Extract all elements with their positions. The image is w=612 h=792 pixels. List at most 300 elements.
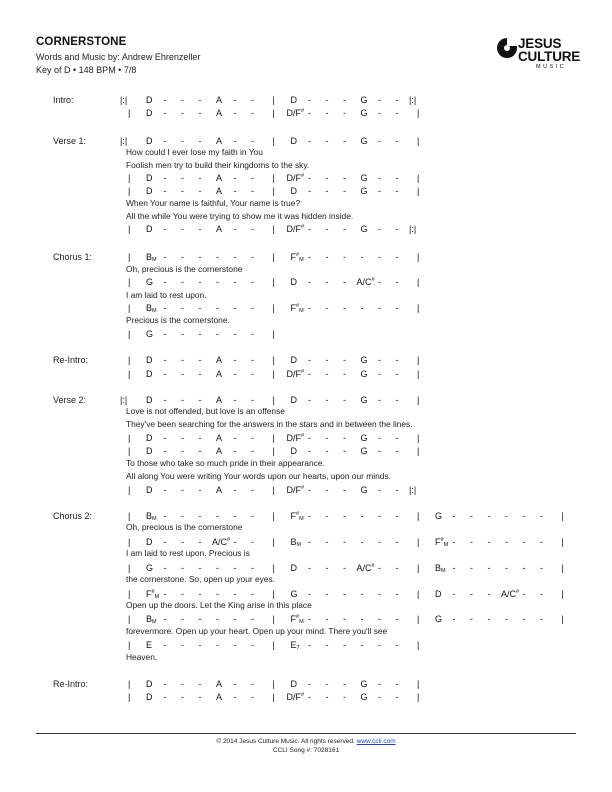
chord-row: [0, 395, 612, 407]
beat-dash: -: [343, 537, 346, 547]
chord-symbol: $B_M$: [146, 511, 157, 522]
beat-dash: -: [308, 95, 311, 105]
lyric-line: All the while You were trying to show me it was hidden inside.: [126, 211, 354, 221]
chord-symbol: D: [146, 369, 153, 379]
chord-symbol: A: [216, 446, 223, 456]
chord-symbol: A: [216, 369, 223, 379]
beat-dash: -: [487, 563, 491, 573]
beat-dash: -: [395, 485, 399, 495]
beat-dash: -: [395, 692, 399, 702]
beat-dash: -: [181, 395, 184, 405]
chord-symbol: A: [216, 224, 223, 234]
footer-ccli-number: CCLI Song #: 7028161: [272, 747, 340, 754]
chord-symbol: A: [216, 173, 223, 183]
beat-dash: -: [325, 136, 329, 146]
beat-dash: -: [395, 446, 399, 456]
chord-symbol: G: [360, 108, 368, 118]
bar-line: |: [128, 277, 131, 287]
beat-dash: -: [163, 369, 167, 379]
beat-dash: -: [325, 277, 329, 287]
beat-dash: -: [251, 277, 254, 287]
beat-dash: -: [233, 355, 237, 365]
beat-dash: -: [395, 355, 399, 365]
chord-symbol: D/F#: [286, 108, 305, 118]
beat-dash: -: [325, 108, 329, 118]
chord-symbol: D: [290, 395, 297, 405]
copyright-text: © 2014 Jesus Culture Music. All rights reserved.: [216, 738, 355, 745]
bar-line: |: [128, 485, 131, 495]
chord-symbol: E₇: [290, 640, 300, 650]
chord-symbol: D: [146, 108, 153, 118]
beat-dash: -: [325, 640, 329, 650]
chord-symbol: G: [360, 395, 368, 405]
beat-dash: -: [216, 303, 219, 313]
chord-symbol: D/F#: [286, 433, 305, 443]
beat-dash: -: [181, 433, 184, 443]
beat-dash: -: [522, 563, 526, 573]
chord-symbol: $B_M$: [146, 252, 157, 263]
chord-symbol: D: [290, 95, 297, 105]
bar-line: |: [272, 640, 275, 650]
beat-dash: -: [163, 433, 167, 443]
beat-dash: -: [198, 224, 202, 234]
beat-dash: -: [198, 369, 202, 379]
beat-dash: -: [378, 446, 381, 456]
beat-dash: -: [395, 679, 399, 689]
bar-line: |: [272, 511, 275, 521]
chord-symbol: E: [146, 640, 153, 650]
chord-symbol: D: [290, 679, 297, 689]
song-key-info: Key of D • 148 BPM • 7/8: [36, 65, 137, 75]
beat-dash: -: [378, 537, 381, 547]
jesus-culture-logo: [496, 34, 588, 74]
beat-dash: -: [181, 589, 184, 599]
beat-dash: -: [251, 679, 254, 689]
beat-dash: -: [378, 173, 381, 183]
chord-symbol: G: [360, 95, 368, 105]
chord-symbol: $B_M$: [146, 614, 157, 625]
beat-dash: -: [198, 186, 202, 196]
lyric-line: I am laid to rest upon.: [126, 290, 207, 300]
chord-symbol: A/C#: [356, 277, 375, 287]
bar-line: |: [272, 614, 275, 624]
beat-dash: -: [343, 433, 346, 443]
beat-dash: -: [325, 252, 329, 262]
beat-dash: -: [343, 136, 346, 146]
beat-dash: -: [452, 589, 456, 599]
beat-dash: -: [216, 277, 219, 287]
beat-dash: -: [395, 395, 399, 405]
beat-dash: -: [343, 173, 346, 183]
beat-dash: -: [181, 108, 184, 118]
beat-dash: -: [308, 692, 311, 702]
bar-line: |: [272, 355, 275, 365]
beat-dash: -: [163, 679, 167, 689]
beat-dash: -: [198, 355, 202, 365]
bar-line: |: [128, 692, 131, 702]
chord-symbol: D: [290, 446, 297, 456]
beat-dash: -: [233, 692, 237, 702]
bar-line: |: [128, 355, 131, 365]
lyric-line: When Your name is faithful, Your name is true?: [126, 198, 301, 208]
bar-line: |: [128, 369, 131, 379]
beat-dash: -: [251, 563, 254, 573]
beat-dash: -: [343, 563, 346, 573]
chord-symbol: D: [146, 395, 153, 405]
chord-row: [0, 614, 612, 626]
beat-dash: -: [343, 511, 346, 521]
beat-dash: -: [251, 692, 254, 702]
beat-dash: -: [198, 433, 202, 443]
chord-row: [0, 511, 612, 523]
beat-dash: -: [181, 224, 184, 234]
beat-dash: -: [378, 277, 381, 287]
beat-dash: -: [378, 614, 381, 624]
beat-dash: -: [233, 303, 237, 313]
beat-dash: -: [308, 485, 311, 495]
bar-line: |: [272, 173, 275, 183]
section-label-re-intro-2: Re-Intro:: [53, 679, 89, 689]
chord-row: [0, 355, 612, 367]
beat-dash: -: [163, 446, 167, 456]
beat-dash: -: [216, 640, 219, 650]
bar-line: |: [417, 640, 420, 650]
beat-dash: -: [251, 369, 254, 379]
beat-dash: -: [198, 303, 202, 313]
lyric-line: How could I ever lose my faith in You: [126, 147, 263, 157]
bar-line: |: [272, 329, 275, 339]
beat-dash: -: [360, 252, 364, 262]
beat-dash: -: [198, 446, 202, 456]
chord-symbol: G: [360, 173, 368, 183]
beat-dash: -: [395, 173, 399, 183]
chord-symbol: D: [290, 186, 297, 196]
chord-row: [0, 95, 612, 107]
lyric-line: Oh, precious is the cornerstone: [126, 264, 243, 274]
section-label-intro: Intro:: [53, 95, 74, 105]
bar-line: |: [128, 329, 131, 339]
bar-line: |: [417, 355, 420, 365]
beat-dash: -: [251, 485, 254, 495]
bar-line: |: [272, 303, 275, 313]
beat-dash: -: [325, 95, 329, 105]
chord-symbol: A: [216, 136, 223, 146]
bar-line: |: [128, 303, 131, 313]
chord-row: [0, 108, 612, 120]
beat-dash: -: [251, 395, 254, 405]
beat-dash: -: [251, 433, 254, 443]
beat-dash: -: [198, 589, 202, 599]
bar-line: |: [417, 277, 420, 287]
beat-dash: -: [251, 252, 254, 262]
bar-line: |: [272, 446, 275, 456]
bar-line: |: [417, 136, 420, 146]
beat-dash: -: [487, 589, 491, 599]
beat-dash: -: [378, 395, 381, 405]
beat-dash: -: [325, 433, 329, 443]
beat-dash: -: [378, 224, 381, 234]
bar-line: |: [128, 108, 131, 118]
bar-line: |: [417, 511, 420, 521]
bar-line: |: [128, 173, 131, 183]
beat-dash: -: [251, 173, 254, 183]
beat-dash: -: [198, 485, 202, 495]
beat-dash: -: [540, 589, 543, 599]
bar-line: |: [272, 277, 275, 287]
bar-line: |: [417, 108, 420, 118]
beat-dash: -: [233, 108, 237, 118]
beat-dash: -: [452, 614, 456, 624]
bar-line: |: [561, 511, 564, 521]
chord-symbol: G: [146, 329, 154, 339]
chord-row: [0, 433, 612, 445]
chord-symbol: A/C#: [356, 563, 375, 573]
beat-dash: -: [308, 224, 311, 234]
chord-symbol: G: [360, 692, 368, 702]
bar-line: |: [417, 692, 420, 702]
bar-line: |: [272, 224, 275, 234]
beat-dash: -: [181, 614, 184, 624]
beat-dash: -: [540, 511, 543, 521]
chord-symbol: D/F#: [286, 369, 305, 379]
chord-row: [0, 563, 612, 575]
beat-dash: -: [360, 614, 364, 624]
chord-row: [0, 224, 612, 236]
beat-dash: -: [360, 589, 364, 599]
beat-dash: -: [198, 692, 202, 702]
beat-dash: -: [198, 679, 202, 689]
beat-dash: -: [233, 395, 237, 405]
beat-dash: -: [378, 136, 381, 146]
chord-symbol: A: [216, 186, 223, 196]
bar-line: |:|: [409, 485, 417, 495]
beat-dash: -: [395, 511, 399, 521]
bar-line: |: [417, 173, 420, 183]
chord-symbol: $B_M$: [290, 537, 302, 548]
beat-dash: -: [378, 433, 381, 443]
lyric-line: Precious is the cornerstone.: [126, 315, 230, 325]
beat-dash: -: [233, 563, 237, 573]
beat-dash: -: [308, 186, 311, 196]
chord-symbol: A/C#: [501, 589, 520, 599]
bar-line: |: [417, 395, 420, 405]
beat-dash: -: [470, 614, 473, 624]
bar-line: |:|: [120, 395, 128, 405]
chord-symbol: G: [435, 511, 443, 521]
beat-dash: -: [181, 355, 184, 365]
chord-row: [0, 173, 612, 185]
beat-dash: -: [378, 186, 381, 196]
beat-dash: -: [395, 303, 399, 313]
beat-dash: -: [325, 224, 329, 234]
chord-symbol: D: [146, 186, 153, 196]
chord-symbol: A: [216, 355, 223, 365]
beat-dash: -: [505, 511, 508, 521]
chord-row: [0, 303, 612, 315]
chord-row: [0, 369, 612, 381]
section-label-chorus-1: Chorus 1:: [53, 252, 93, 262]
bar-line: |: [272, 589, 275, 599]
chord-row: [0, 537, 612, 549]
beat-dash: -: [233, 329, 237, 339]
chord-symbol: G: [435, 614, 443, 624]
beat-dash: -: [198, 511, 202, 521]
chord-symbol: $B_M$: [435, 563, 446, 574]
beat-dash: -: [198, 95, 202, 105]
bar-line: |: [128, 537, 131, 547]
ccli-link[interactable]: www.ccli.com: [356, 738, 396, 745]
beat-dash: -: [308, 395, 311, 405]
chord-symbol: D: [146, 224, 153, 234]
beat-dash: -: [395, 589, 399, 599]
chord-symbol: D: [146, 173, 153, 183]
section-label-verse-1: Verse 1:: [53, 136, 87, 146]
chord-symbol: $F^{\#}_M$: [290, 614, 304, 625]
bar-line: |: [128, 563, 131, 573]
beat-dash: -: [233, 95, 237, 105]
chord-symbol: D: [290, 277, 297, 287]
beat-dash: -: [395, 136, 399, 146]
beat-dash: -: [181, 679, 184, 689]
beat-dash: -: [233, 186, 237, 196]
song-credits: Words and Music by: Andrew Ehrenzeller: [36, 52, 201, 62]
beat-dash: -: [395, 369, 399, 379]
beat-dash: -: [251, 589, 254, 599]
beat-dash: -: [163, 589, 167, 599]
beat-dash: -: [251, 537, 254, 547]
beat-dash: -: [181, 537, 184, 547]
beat-dash: -: [308, 303, 311, 313]
lyric-line: They've been searching for the answers in the stars and in between the lines.: [126, 419, 413, 429]
beat-dash: -: [181, 173, 184, 183]
beat-dash: -: [325, 355, 329, 365]
bar-line: |: [417, 589, 420, 599]
bar-line: |: [561, 589, 564, 599]
bar-line: |: [272, 95, 275, 105]
beat-dash: -: [308, 563, 311, 573]
section-label-chorus-2: Chorus 2:: [53, 511, 93, 521]
beat-dash: -: [163, 277, 167, 287]
lyric-line: Foolish men try to build their kingdoms to the sky.: [126, 160, 310, 170]
bar-line: |: [561, 563, 564, 573]
chord-symbol: G: [146, 563, 154, 573]
beat-dash: -: [308, 537, 311, 547]
beat-dash: -: [181, 329, 184, 339]
beat-dash: -: [198, 173, 202, 183]
beat-dash: -: [395, 640, 399, 650]
chord-symbol: D/F#: [286, 485, 305, 495]
bar-line: |: [128, 186, 131, 196]
bar-line: |: [561, 537, 564, 547]
beat-dash: -: [216, 563, 219, 573]
beat-dash: -: [198, 136, 202, 146]
beat-dash: -: [198, 108, 202, 118]
beat-dash: -: [540, 614, 543, 624]
beat-dash: -: [251, 95, 254, 105]
beat-dash: -: [378, 679, 381, 689]
beat-dash: -: [198, 614, 202, 624]
chord-symbol: G: [146, 277, 154, 287]
beat-dash: -: [251, 186, 254, 196]
beat-dash: -: [308, 614, 311, 624]
chord-row: [0, 186, 612, 198]
beat-dash: -: [163, 303, 167, 313]
chord-row: [0, 679, 612, 691]
bar-line: |: [272, 692, 275, 702]
beat-dash: -: [395, 186, 399, 196]
beat-dash: -: [378, 511, 381, 521]
bar-line: |: [417, 563, 420, 573]
chord-symbol: G: [360, 369, 368, 379]
beat-dash: -: [378, 355, 381, 365]
beat-dash: -: [251, 136, 254, 146]
bar-line: |: [417, 446, 420, 456]
beat-dash: -: [198, 537, 202, 547]
beat-dash: -: [308, 355, 311, 365]
beat-dash: -: [181, 136, 184, 146]
beat-dash: -: [343, 589, 346, 599]
beat-dash: -: [251, 640, 254, 650]
beat-dash: -: [233, 537, 237, 547]
chord-symbol: D: [146, 95, 153, 105]
beat-dash: -: [452, 511, 456, 521]
chord-symbol: D: [290, 563, 297, 573]
beat-dash: -: [395, 614, 399, 624]
beat-dash: -: [378, 303, 381, 313]
lyric-line: I am laid to rest upon. Precious is: [126, 548, 250, 558]
beat-dash: -: [308, 277, 311, 287]
beat-dash: -: [181, 369, 184, 379]
beat-dash: -: [216, 589, 219, 599]
bar-line: |: [128, 640, 131, 650]
beat-dash: -: [378, 108, 381, 118]
beat-dash: -: [325, 485, 329, 495]
beat-dash: -: [505, 563, 508, 573]
beat-dash: -: [343, 252, 346, 262]
beat-dash: -: [395, 224, 399, 234]
beat-dash: -: [360, 537, 364, 547]
beat-dash: -: [470, 511, 473, 521]
beat-dash: -: [360, 303, 364, 313]
beat-dash: -: [343, 446, 346, 456]
chord-symbol: D: [146, 485, 153, 495]
chord-symbol: G: [360, 679, 368, 689]
beat-dash: -: [308, 252, 311, 262]
beat-dash: -: [233, 173, 237, 183]
beat-dash: -: [343, 640, 346, 650]
beat-dash: -: [487, 537, 491, 547]
beat-dash: -: [163, 614, 167, 624]
bar-line: |: [128, 679, 131, 689]
chord-symbol: G: [360, 186, 368, 196]
beat-dash: -: [325, 692, 329, 702]
chord-symbol: G: [360, 446, 368, 456]
bar-line: |: [272, 537, 275, 547]
beat-dash: -: [163, 485, 167, 495]
chord-symbol: A: [216, 433, 223, 443]
beat-dash: -: [181, 95, 184, 105]
beat-dash: -: [251, 511, 254, 521]
beat-dash: -: [181, 563, 184, 573]
beat-dash: -: [163, 186, 167, 196]
bar-line: |: [417, 186, 420, 196]
chord-symbol: D/F#: [286, 224, 305, 234]
chord-symbol: A: [216, 679, 223, 689]
beat-dash: -: [343, 95, 346, 105]
bar-line: |: [128, 433, 131, 443]
disc-icon: [496, 37, 518, 59]
bar-line: |: [272, 563, 275, 573]
